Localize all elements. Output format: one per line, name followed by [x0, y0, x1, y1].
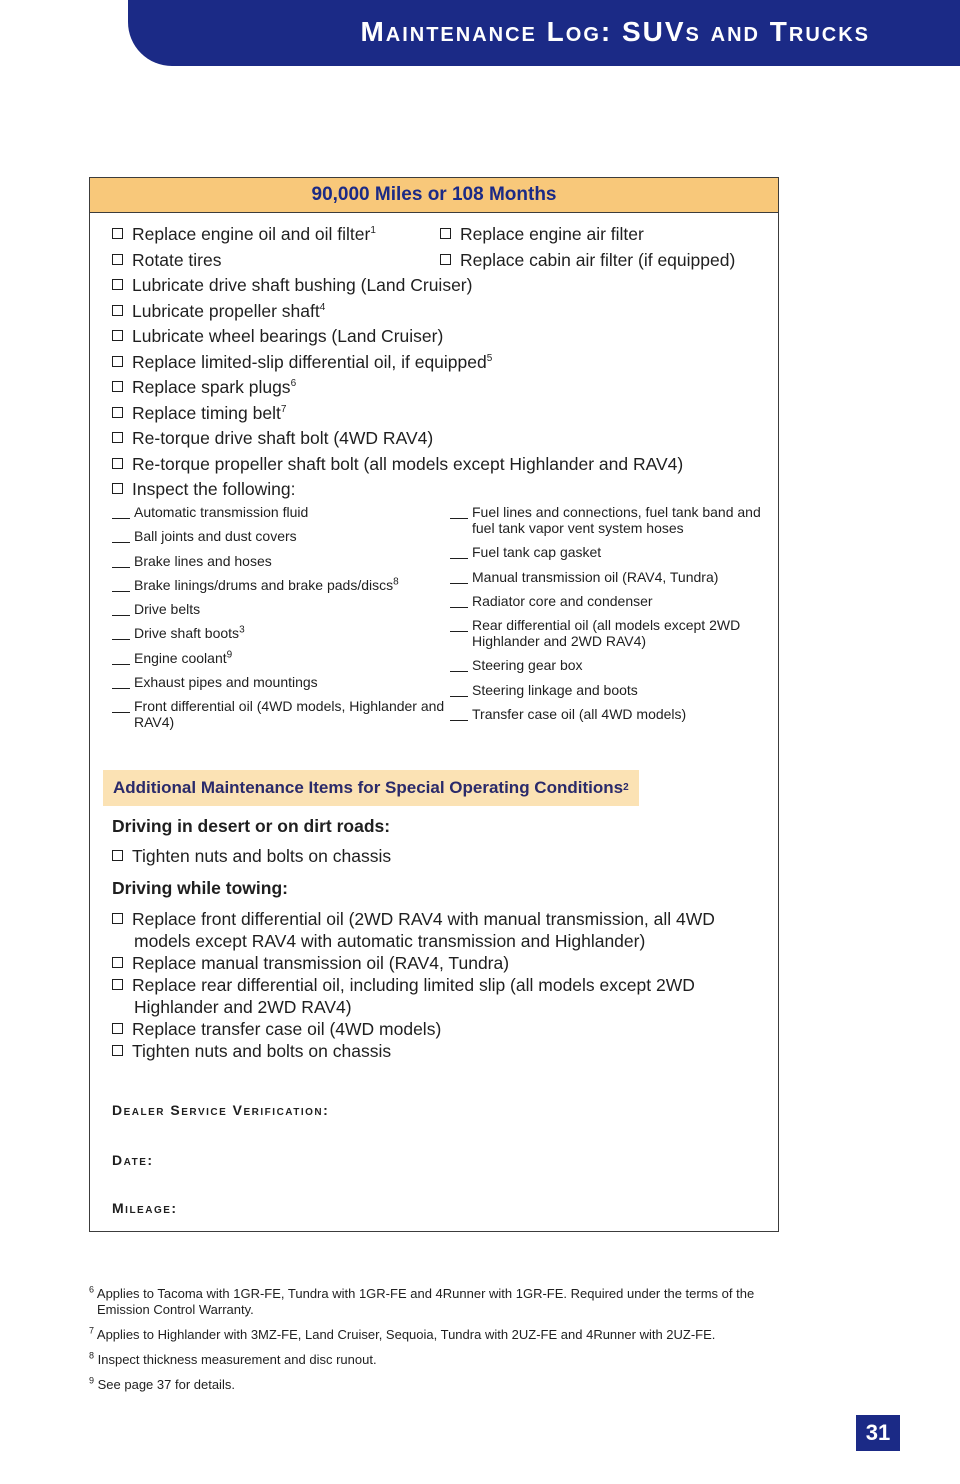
page-number: 31 — [856, 1415, 900, 1451]
additional-title: Additional Maintenance Items for Special Operating Conditions — [113, 778, 624, 797]
checklist-item-label: Replace rear differential oil, including limited slip (all models except 2WD Highlander and 2WD RAV4) — [132, 975, 695, 1017]
checklist-item — [112, 908, 752, 952]
inspect-item-label: Fuel tank cap gasket — [472, 544, 602, 561]
footnote-number: 9 — [89, 1375, 95, 1386]
inspect-item-label: Ball joints and dust covers — [134, 528, 297, 545]
inspect-item-label: Fuel lines and connections, fuel tank band and fuel tank vapor vent system hoses — [472, 504, 761, 536]
checklist-item — [112, 477, 683, 503]
inspect-item-label: Drive shaft boots — [134, 625, 240, 642]
inspect-item-label: Drive belts — [134, 601, 201, 618]
inspect-item — [450, 706, 770, 722]
checkbox-icon[interactable] — [112, 407, 123, 418]
inspect-item — [112, 674, 452, 690]
checkbox-icon[interactable] — [112, 850, 123, 861]
mileage-label: Mileage: — [112, 1200, 178, 1216]
inspect-item-label: Rear differential oil (all models except 2WD Highlander and 2WD RAV4) — [472, 617, 741, 650]
checklist-item-label: Replace manual transmission oil (RAV4, Tundra) — [132, 953, 510, 973]
footnote — [89, 1352, 789, 1368]
footnote-text: Applies to Tacoma with 1GR-FE, Tundra with 1GR-FE and 4Runner with 1GR-FE. Required under the terms of the Emission Control Warranty. — [94, 1286, 755, 1317]
footnote — [89, 1286, 789, 1318]
checklist-item — [440, 248, 735, 274]
checklist-item — [112, 1018, 752, 1040]
inspect-list-right — [450, 504, 770, 730]
footnote — [89, 1327, 789, 1343]
inspect-item-label: Brake lines and hoses — [134, 552, 272, 569]
checklist-item-label: Rotate tires — [132, 249, 222, 270]
checkbox-icon[interactable] — [112, 381, 123, 392]
right-item-list — [440, 222, 735, 273]
inspect-item — [450, 593, 770, 609]
date-label: Date: — [112, 1152, 154, 1168]
checklist-item — [112, 273, 683, 299]
checklist-item — [112, 952, 752, 974]
checklist-item-label: Replace front differential oil (2WD RAV4 with manual transmission, all 4WD models except RAV4 with automatic transmission and Highlander) — [132, 909, 715, 951]
dealer-verification-label: Dealer Service Verification: — [112, 1102, 330, 1118]
footnote-ref: 5 — [486, 352, 493, 364]
checkbox-icon[interactable] — [112, 330, 123, 341]
checkbox-icon[interactable] — [112, 979, 123, 990]
inspect-item-label: Steering gear box — [472, 657, 583, 674]
checklist-item — [112, 299, 683, 325]
inspect-item-label: Engine coolant — [134, 649, 227, 666]
checklist-item-label: Re-torque propeller shaft bolt (all models except Highlander and RAV4) — [132, 453, 684, 474]
inspect-item — [112, 577, 452, 593]
towing-heading: Driving while towing: — [112, 878, 288, 898]
inspect-item — [450, 682, 770, 698]
footnote-ref: 7 — [280, 403, 287, 415]
checklist-item-label: Replace timing belt — [132, 402, 281, 423]
inspect-item — [112, 528, 452, 544]
footnote-text: Inspect thickness measurement and disc runout. — [94, 1352, 377, 1367]
checklist-item — [112, 844, 762, 870]
inspect-item-label: Transfer case oil (all 4WD models) — [472, 706, 687, 723]
inspect-item — [450, 504, 770, 536]
footnote-ref: 8 — [393, 576, 399, 588]
inspect-item-label: Steering linkage and boots — [472, 681, 638, 698]
checkbox-icon[interactable] — [112, 279, 123, 290]
checkbox-icon[interactable] — [112, 913, 123, 924]
inspect-item — [450, 657, 770, 673]
checkbox-icon[interactable] — [112, 432, 123, 443]
additional-heading: Additional Maintenance Items for Special Operating Conditions 2 — [103, 770, 639, 806]
footnote-ref: 6 — [290, 378, 297, 390]
checklist-item-label: Tighten nuts and bolts on chassis — [132, 1041, 392, 1061]
checklist-item-label: Lubricate drive shaft bushing (Land Cruiser) — [132, 275, 473, 295]
towing-section — [112, 876, 762, 1062]
checklist-item — [112, 401, 683, 427]
inspect-item — [112, 504, 452, 520]
inspect-item — [112, 698, 452, 730]
checkbox-icon[interactable] — [112, 305, 123, 316]
inspect-item-label: Exhaust pipes and mountings — [134, 674, 318, 691]
header-band — [128, 0, 960, 66]
box-title: 90,000 Miles or 108 Months — [90, 178, 778, 213]
checklist-item — [112, 350, 683, 376]
footnote-ref: 1 — [370, 225, 376, 237]
checklist-item-label: Replace cabin air filter (if equipped) — [460, 249, 736, 270]
inspect-item — [450, 544, 770, 560]
footnote-number: 8 — [89, 1350, 95, 1361]
checklist-item-label: Re-torque drive shaft bolt (4WD RAV4) — [132, 428, 434, 448]
desert-section — [112, 814, 762, 870]
checkbox-icon[interactable] — [440, 254, 451, 265]
checkbox-icon[interactable] — [112, 1045, 123, 1056]
inspect-item — [112, 601, 452, 617]
desert-list — [112, 844, 762, 870]
desert-heading: Driving in desert or on dirt roads: — [112, 816, 391, 836]
checklist-item-label: Lubricate propeller shaft — [132, 300, 320, 321]
inspect-item-label: Automatic transmission fluid — [134, 504, 309, 520]
inspect-item-label: Front differential oil (4WD models, Highlander and RAV4) — [134, 698, 445, 731]
checklist-item — [112, 974, 752, 1018]
footnote-text: Applies to Highlander with 3MZ-FE, Land Cruiser, Sequoia, Tundra with 2UZ-FE and 4Runner with 2UZ-FE. — [94, 1327, 716, 1342]
inspect-item-label: Brake linings/drums and brake pads/discs — [134, 576, 394, 593]
checklist-item-label: Replace engine oil and oil filter — [132, 224, 371, 244]
footnote-number: 6 — [89, 1284, 95, 1295]
inspect-item — [450, 569, 770, 585]
checkbox-icon[interactable] — [112, 458, 123, 469]
checkbox-icon[interactable] — [112, 1023, 123, 1034]
checklist-item — [112, 375, 683, 401]
inspect-item — [112, 650, 452, 666]
inspect-item-label: Manual transmission oil (RAV4, Tundra) — [472, 568, 719, 585]
footnote — [89, 1377, 789, 1393]
checklist-item-label: Lubricate wheel bearings (Land Cruiser) — [132, 326, 444, 346]
footnote-ref: 3 — [239, 624, 245, 636]
checklist-item-label: Replace engine air filter — [460, 224, 644, 244]
checkbox-icon[interactable] — [440, 228, 451, 239]
checklist-item — [112, 452, 683, 478]
inspect-item — [112, 553, 452, 569]
checklist-item — [112, 1040, 752, 1062]
page-title: Maintenance Log: SUVs and Trucks — [360, 16, 870, 47]
footnotes — [89, 1286, 789, 1402]
towing-list — [112, 908, 752, 1062]
inspect-item-label: Radiator core and condenser — [472, 592, 653, 609]
checklist-item — [112, 426, 683, 452]
footnote-number: 7 — [89, 1325, 95, 1336]
checkbox-icon[interactable] — [112, 228, 123, 239]
checklist-item-label: Replace limited-slip differential oil, if equipped — [132, 351, 487, 372]
checkbox-icon[interactable] — [112, 254, 123, 265]
checkbox-icon[interactable] — [112, 483, 123, 494]
checklist-item — [440, 222, 735, 248]
checklist-item-label: Tighten nuts and bolts on chassis — [132, 846, 392, 866]
checklist-item — [112, 324, 683, 350]
inspect-list-left — [112, 504, 452, 739]
checkbox-icon[interactable] — [112, 957, 123, 968]
footnote-ref: 9 — [226, 649, 233, 661]
checklist-item-label: Inspect the following: — [132, 479, 296, 499]
checkbox-icon[interactable] — [112, 356, 123, 367]
inspect-item — [112, 625, 452, 641]
checklist-item-label: Replace spark plugs — [132, 377, 291, 397]
maintenance-box — [89, 177, 779, 1232]
inspect-item — [450, 617, 770, 649]
footnote-ref: 4 — [319, 301, 326, 313]
checklist-item-label: Replace transfer case oil (4WD models) — [132, 1019, 442, 1039]
footnote-text: See page 37 for details. — [94, 1377, 235, 1392]
